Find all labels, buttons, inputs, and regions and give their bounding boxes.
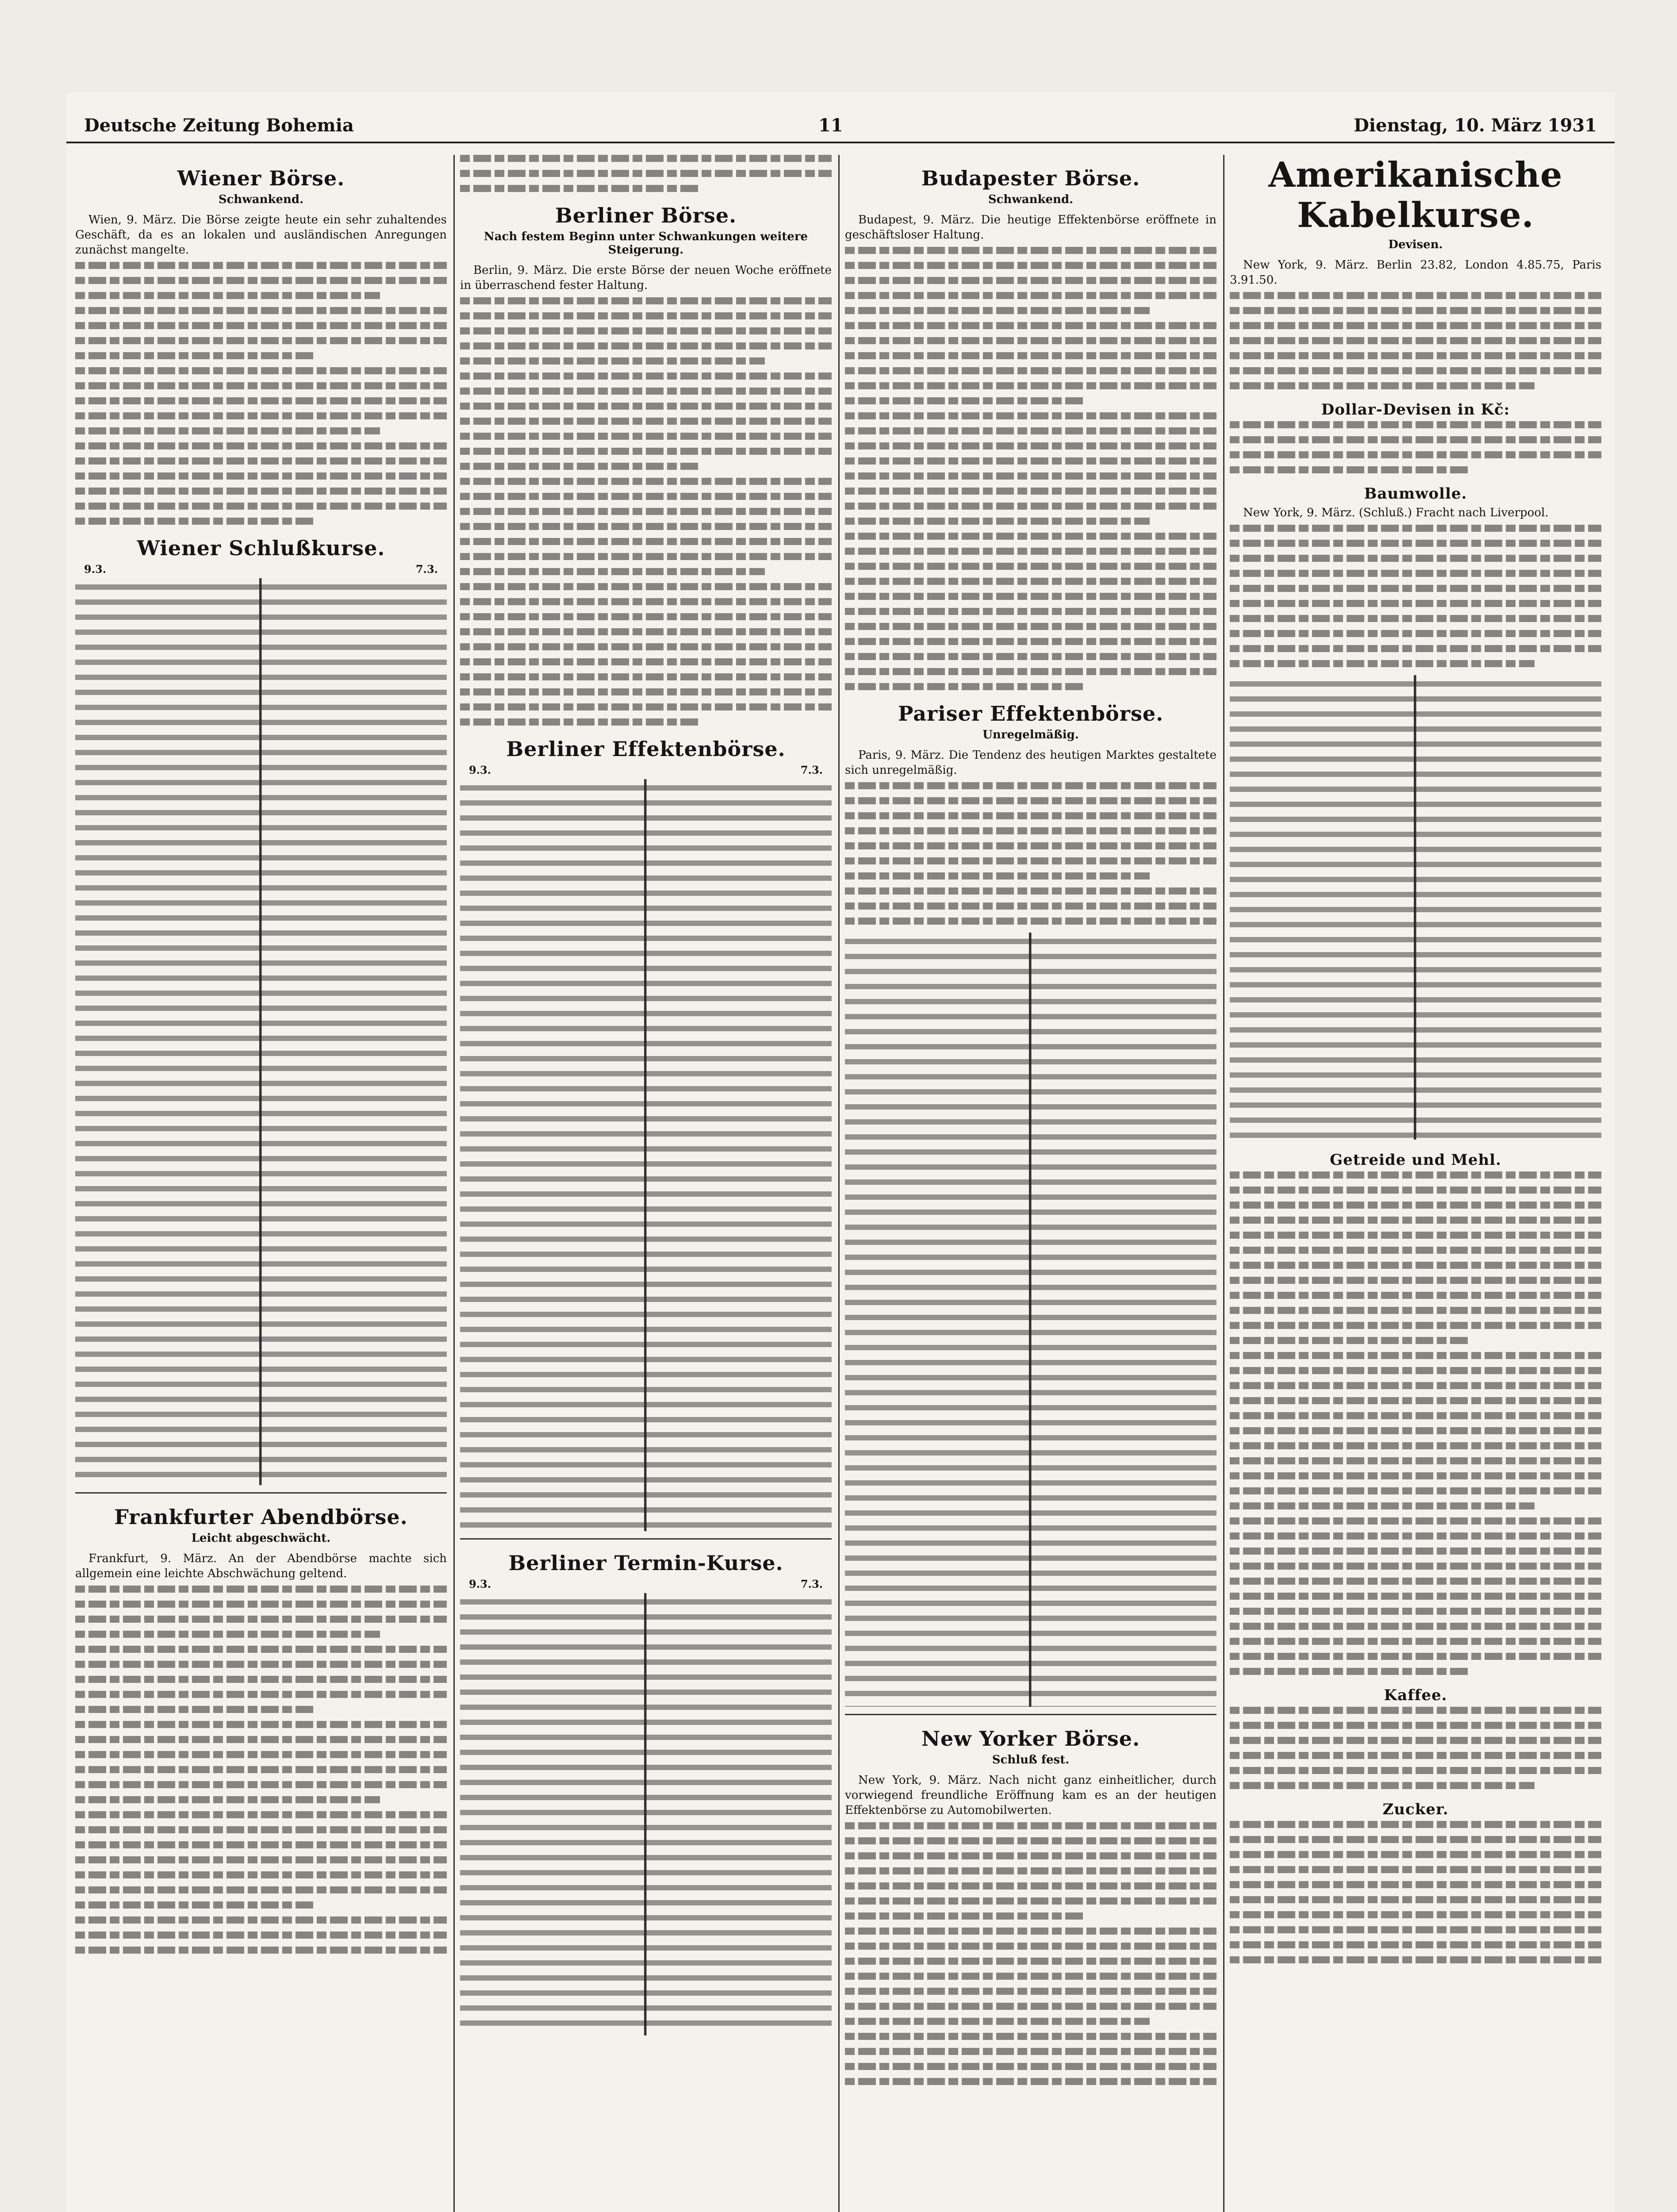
section-title-amerikanische: Amerikanische Kabelkurse. [1268, 155, 1563, 235]
divider [75, 1492, 447, 1494]
section-title-berliner-boerse: Berliner Börse. [555, 204, 737, 227]
section-title-new-yorker: New Yorker Börse. [921, 1727, 1140, 1751]
section-title-berliner-effekten: Berliner Effektenbörse. [506, 737, 786, 761]
section-subtitle: Schwankend. [218, 193, 304, 206]
article-body [1230, 1707, 1601, 1789]
column-2 [460, 155, 832, 2212]
article-body [75, 1586, 447, 1954]
issue-date: Dienstag, 10. März 1931 [1354, 115, 1597, 136]
column-rule [1223, 155, 1224, 2212]
paper-name: Deutsche Zeitung Bohemia [84, 115, 354, 136]
section-title-pariser: Pariser Effektenbörse. [898, 702, 1164, 726]
article-lead: Frankfurt, 9. März. An der Abendbörse machte sich allgemein eine leichte Abschwächung geltend. [75, 1552, 447, 1580]
quotation-table [75, 578, 447, 1485]
article-body [1230, 525, 1601, 667]
section-title-dollar-devisen: Dollar-Devisen in Kč: [1321, 401, 1510, 419]
article-lead: New York, 9. März. Berlin 23.82, London 4.85.75, Paris 3.91.50. [1230, 258, 1601, 287]
article-body [845, 782, 1216, 925]
section-subtitle: Unregelmäßig. [982, 728, 1079, 741]
quotation-table [460, 779, 832, 1531]
section-title-kaffee: Kaffee. [1384, 1686, 1447, 1704]
section-subtitle: Devisen. [1388, 238, 1443, 251]
article-body [460, 155, 832, 192]
article-lead: Wien, 9. März. Die Börse zeigte heute ein sehr zuhaltendes Geschäft, da es an lokalen und ausländischen Anregungen zunächst mangelte. [75, 213, 447, 257]
running-header [66, 115, 1615, 143]
column-rule [453, 155, 455, 2212]
section-title-zucker: Zucker. [1382, 1801, 1449, 1818]
table-header: 9.3. 7.3. [469, 1578, 823, 1590]
article-body [1230, 421, 1601, 473]
page-number: 11 [818, 115, 843, 136]
column-3 [845, 155, 1216, 2212]
section-title-frankfurter: Frankfurter Abendbörse. [114, 1505, 408, 1529]
section-title-baumwolle: Baumwolle. [1364, 485, 1467, 503]
article-body [1230, 1171, 1601, 1675]
section-title-berliner-termin: Berliner Termin-Kurse. [508, 1551, 783, 1575]
section-subtitle: Schwankend. [988, 193, 1074, 206]
column-4 [1230, 155, 1601, 2212]
article-body [1230, 1821, 1601, 1963]
section-title-wiener-boerse: Wiener Börse. [177, 166, 345, 190]
section-subtitle: Nach festem Beginn unter Schwankungen weitere Steigerung. [484, 230, 808, 257]
divider [460, 1538, 832, 1540]
article-body [75, 262, 447, 525]
column-1 [75, 155, 447, 2212]
article-lead: New York, 9. März. Nach nicht ganz einheitlicher, durch vorwiegend freundliche Eröffnung kam es an der heutigen Effektenbörse zu Automobilwerten. [845, 1774, 1216, 1817]
column-rule [838, 155, 840, 2212]
section-subtitle: Leicht abgeschwächt. [191, 1532, 331, 1545]
divider [845, 1714, 1216, 1715]
article-lead: New York, 9. März. (Schluß.) Fracht nach Liverpool. [1243, 506, 1549, 519]
article-body [845, 247, 1216, 690]
quotation-table [845, 933, 1216, 1707]
article-lead: Budapest, 9. März. Die heutige Effektenbörse eröffnete in geschäftsloser Haltung. [845, 213, 1216, 242]
article-body [460, 297, 832, 726]
table-header: 9.3. 7.3. [469, 764, 823, 776]
section-title-wiener-schlusskurse: Wiener Schlußkurse. [137, 536, 385, 560]
quotation-table [460, 1593, 832, 2035]
section-title-getreide: Getreide und Mehl. [1330, 1151, 1501, 1169]
article-body [845, 1822, 1216, 2085]
table-header: 9.3. 7.3. [84, 563, 438, 576]
article-body [1230, 292, 1601, 389]
article-lead: Berlin, 9. März. Die erste Börse der neuen Woche eröffnete in überraschend fester Haltung. [460, 264, 832, 292]
article-lead: Paris, 9. März. Die Tendenz des heutigen Marktes gestaltete sich unregelmäßig. [845, 749, 1216, 777]
newspaper-page [66, 93, 1615, 2212]
section-subtitle: Schluß fest. [992, 1753, 1070, 1767]
quotation-table [1230, 675, 1601, 1140]
section-title-budapester: Budapester Börse. [921, 166, 1140, 190]
